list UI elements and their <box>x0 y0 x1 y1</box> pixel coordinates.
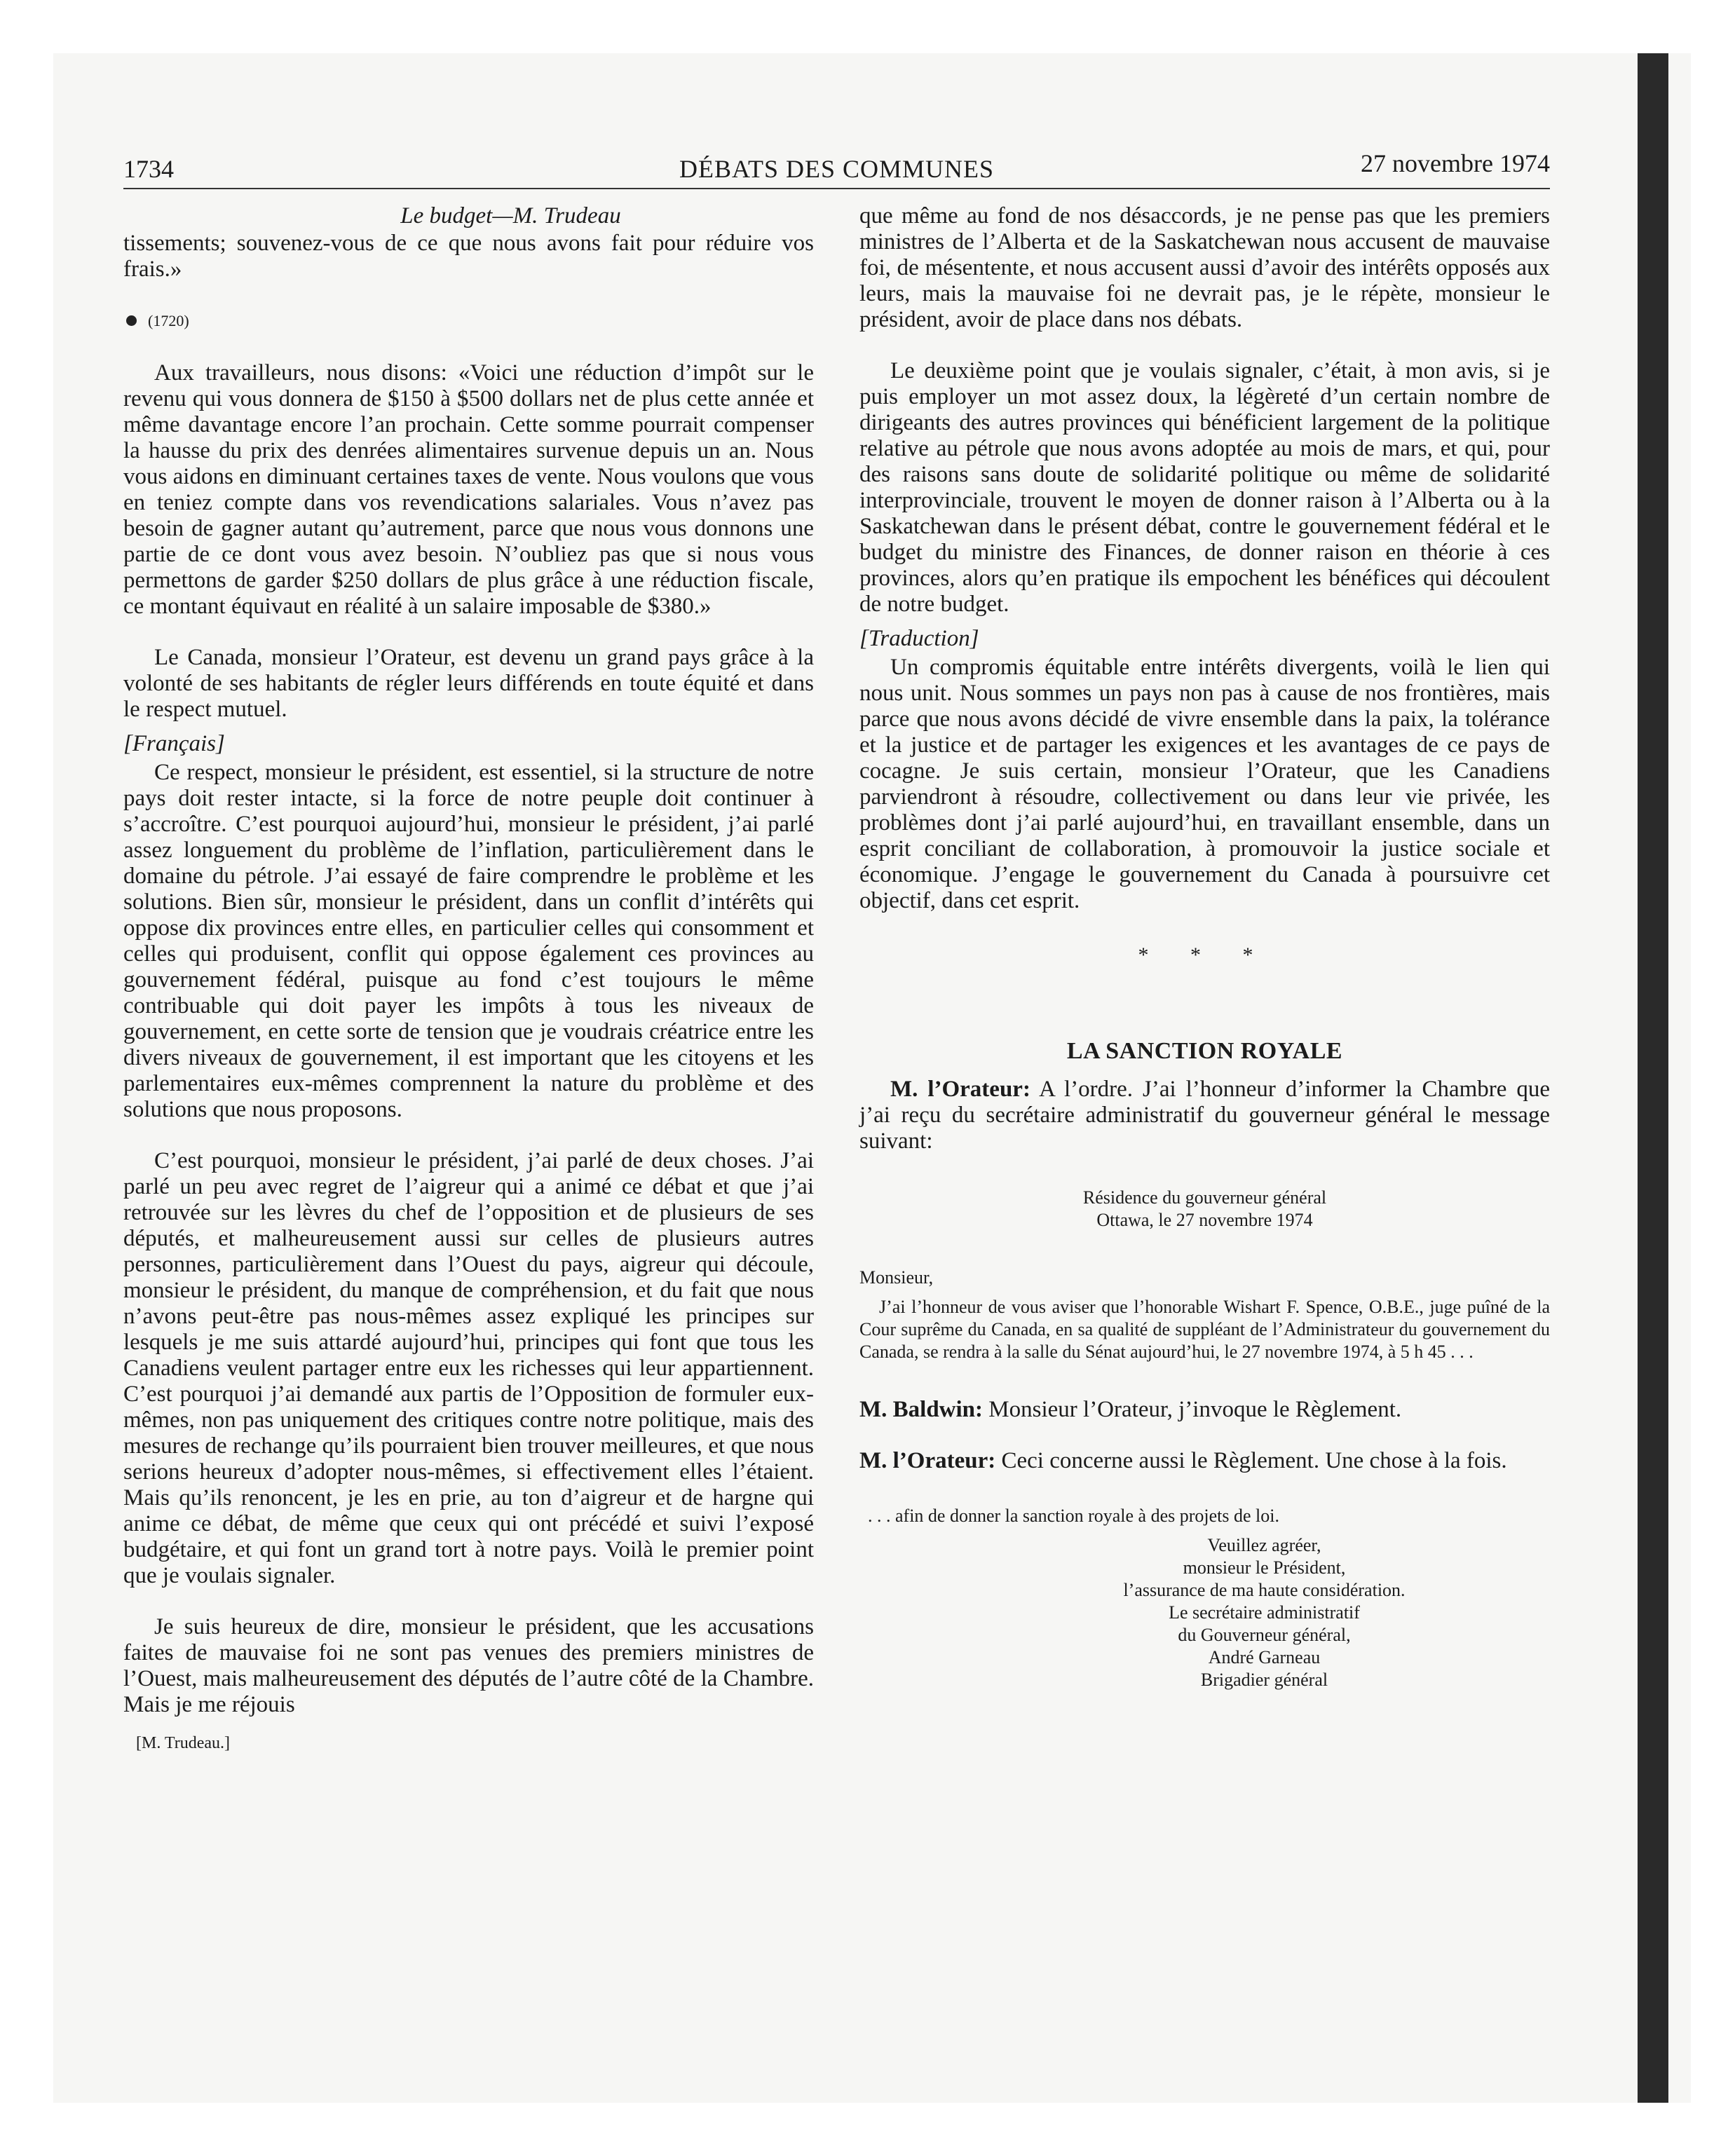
speaker-reference: [M. Trudeau.] <box>136 1734 231 1752</box>
speaker-name: M. l’Orateur: <box>890 1077 1030 1102</box>
right-column <box>859 203 1550 1691</box>
message-text: . . . afin de donner la sanction royale à des projets de loi. <box>868 1506 1279 1526</box>
paragraph: que même au fond de nos désaccords, je ne pense pas que les premiers ministres de l’Alberta et de la Saskatchewan nous accusent de mauvaise foi, de mésentente, et nous accusent aussi d’avoir des intérêts opposés aux leurs, mais la mauvaise foi ne devrait pas, je le répète, monsieur le président, avoir de place dans nos débats. <box>859 203 1550 332</box>
paragraph: Un compromis équitable entre intérêts divergents, voilà le lien qui nous unit. Nous sommes un pays non pas à cause de nos frontières, mais parce que nous avons décidé de vivre ensemble dans la paix, la tolérance et la justice et de partager les exigences et les avantages de ce pays de cocagne. Je suis certain, monsieur l’Orateur, que les Canadiens parviendront à résoudre, collectivement ou dans leur vie privée, les problèmes dont j’ai parlé aujourd’hui, en travaillant ensemble, dans un esprit conciliant de collaboration, à promouvoir la justice sociale et économique. J’engage le gouvernement du Canada à poursuivre cet objectif, dans cet esprit. <box>859 655 1550 913</box>
speech-text: Ceci concerne aussi le Règlement. Une chose à la fois. <box>1001 1448 1507 1473</box>
timestamp-text: (1720) <box>148 312 189 329</box>
message-header <box>859 1187 1550 1231</box>
closing-line: Le secrétaire administratif <box>1169 1602 1360 1623</box>
signatory-title: Brigadier général <box>1200 1670 1328 1690</box>
closing-line: Veuillez agréer, <box>1207 1535 1321 1555</box>
closing-line: l’assurance de ma haute considération. <box>1123 1580 1406 1600</box>
paragraph: Aux travailleurs, nous disons: «Voici une réduction d’impôt sur le revenu qui vous donnera de $150 à $500 dollars net de plus cette année et même davantage encore l’an prochain. Cette somme pourrait compenser la hausse du prix des denrées alimentaires survenue depuis un an. Nous vous aidons en diminuant certaines taxes de vente. Nous voulons que vous en teniez compte dans vos revendications salariales. Vous n’avez pas besoin de gagner autant qu’autrement, parce que nous vous donnons une partie de ce dont vous avez besoin. N’oubliez pas que si nous vous permettons de garder $250 dollars de plus grâce à une réduction fiscale, ce montant équivaut en réalité à un salaire imposable de $380.» <box>123 360 814 619</box>
paragraph: C’est pourquoi, monsieur le président, j’ai parlé de deux choses. J’ai parlé un peu avec regret de l’aigreur qui a animé ce débat et que j’ai retrouvée sur les lèvres du chef de l’opposition et de plusieurs de ses députés, et malheureusement aussi sur celles de plusieurs autres personnes, particulièrement dans l’Ouest du pays, aigreur qui découle, monsieur le président, du manque de compréhension, et du fait que nous n’avons peut-être pas nous-mêmes assez expliqué les principes sur lesquels je me suis attardé aujourd’hui, principes qui font que tous les Canadiens veulent partager entre eux les richesses qui leur appartiennent. C’est pourquoi j’ai demandé aux partis de l’Opposition de formuler eux-mêmes, non pas uniquement des critiques contre notre politique, mais des mesures de rechange qu’ils pourraient bien trouver meilleures, et que nous serions heureux d’adopter nous-mêmes, si effectivement elles l’étaient. Mais qu’ils renoncent, je les en prie, au ton d’aigreur et de hargne qui anime ce débat, de même que ceux qui ont précédé et suivi l’exposé budgétaire, et qui font un grand tort à notre pays. Voilà le premier point que je voulais signaler. <box>123 1148 814 1588</box>
paragraph: Le Canada, monsieur l’Orateur, est devenu un grand pays grâce à la volonté de ses habitants de régler leurs différends en toute équité et dans le respect mutuel. <box>123 645 814 722</box>
scan-edge-bar <box>1638 53 1668 2103</box>
page-date: 27 novembre 1974 <box>1361 149 1550 177</box>
speech-text: Monsieur l’Orateur, j’invoque le Règlement. <box>988 1397 1402 1422</box>
running-head: Le budget—M. Trudeau <box>400 203 621 228</box>
paragraph: Le deuxième point que je voulais signaler, c’était, à mon avis, si je puis employer un mot assez doux, la légèreté d’un certain nombre de dirigeants des autres provinces qui bénéficient largement de la politique relative au pétrole que nous avons adoptée au mois de mars, et qui, pour des raisons sans doute de solidarité politique ou même de solidarité interprovinciale, trouvent le moyen de donner raison à l’Alberta ou à la Saskatchewan dans le présent débat, contre le gouvernement fédéral et le budget du ministre des Finances, de donner raison en théorie à ces provinces, alors qu’en pratique ils empochent les bénéfices qui découlent de notre budget. <box>859 358 1550 617</box>
publication-title: DÉBATS DES COMMUNES <box>679 155 995 183</box>
speech-text: A l’ordre. J’ai l’honneur d’informer la Chambre que j’ai reçu du secrétaire administratif du gouverneur général le message suivant: <box>859 1077 1550 1154</box>
paragraph: tissements; souvenez-vous de ce que nous avons fait pour réduire vos frais.» <box>123 231 814 282</box>
bullet-icon <box>126 315 137 326</box>
page-header <box>123 149 1550 189</box>
message-salutation: Monsieur, <box>859 1267 934 1288</box>
message-text: J’ai l’honneur de vous aviser que l’honorable Wishart F. Spence, O.B.E., juge puîné de la Cour suprême du Canada, en sa qualité de suppléant de l’Administrateur du gouvernement du Canada, se rendra à la salle du Sénat aujourd’hui, le 27 novembre 1974, à 5 h 45 . . . <box>859 1297 1550 1362</box>
message-body <box>859 1267 1550 1363</box>
closing-line: du Gouverneur général, <box>1178 1625 1351 1645</box>
signatory-name: André Garneau <box>1208 1647 1321 1667</box>
speech <box>859 1077 1550 1154</box>
language-tag: [Français] <box>123 731 225 756</box>
speech <box>859 1448 1550 1474</box>
speaker-name: M. Baldwin: <box>859 1397 984 1422</box>
message-continuation <box>859 1505 1550 1691</box>
closing-line: monsieur le Président, <box>1183 1557 1346 1578</box>
section-heading: LA SANCTION ROYALE <box>1066 1038 1343 1064</box>
language-tag: [Traduction] <box>859 626 979 651</box>
page-number: 1734 <box>123 155 174 183</box>
timestamp <box>126 308 814 334</box>
message-date: Ottawa, le 27 novembre 1974 <box>1096 1210 1313 1230</box>
left-column <box>123 203 814 1756</box>
paragraph: Je suis heureux de dire, monsieur le président, que les accusations faites de mauvaise foi ne sont pas venues des premiers ministres de l’Ouest, mais malheureusement des députés de l’autre côté de la Chambre. Mais je me réjouis <box>123 1614 814 1717</box>
speaker-name: M. l’Orateur: <box>859 1448 996 1473</box>
speech <box>859 1397 1550 1423</box>
message-closing <box>859 1534 1550 1691</box>
paragraph: Ce respect, monsieur le président, est essentiel, si la structure de notre pays doit rester intacte, si la force de notre peuple doit continuer à s’accroître. C’est pourquoi aujourd’hui, monsieur le président, j’ai parlé assez longuement du problème de l’inflation, particulièrement dans le domaine du pétrole. J’ai essayé de faire comprendre le problème et les solutions. Bien sûr, monsieur le président, dans un conflit d’intérêts qui oppose dix provinces entre elles, en particulier celles qui consomment et celles qui produisent, conflit qui oppose également ces provinces au gouvernement fédéral, puisque au fond c’est toujours le même contribuable qui doit payer les impôts à tous les niveaux de gouvernement, en cette sorte de tension que je voudrais créatrice entre les divers niveaux de gouvernement, il est important que les citoyens et les parlementaires eux-mêmes comprennent la nature du problème et des solutions que nous proposons. <box>123 760 814 1122</box>
section-separator: * * * <box>1138 943 1272 967</box>
message-place: Résidence du gouverneur général <box>1082 1187 1327 1208</box>
